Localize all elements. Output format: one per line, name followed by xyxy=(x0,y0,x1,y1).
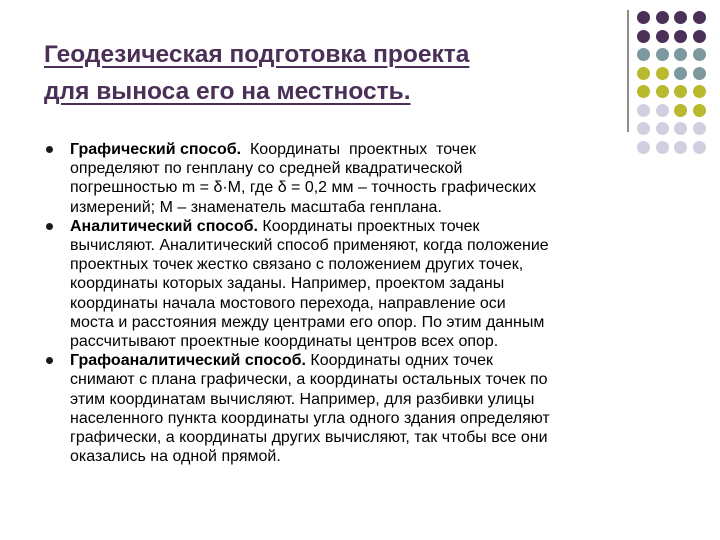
decorative-dot xyxy=(674,30,687,43)
bullet-text xyxy=(70,140,684,217)
bullet-line: координаты начала мостового перехода, направление оси xyxy=(70,294,506,312)
bullet-line: Координаты проектных точек xyxy=(241,141,477,158)
decorative-dot xyxy=(656,11,669,24)
title-line-2: для выноса его на местность. xyxy=(44,78,411,105)
decorative-dot xyxy=(637,104,650,117)
bullet-line: вычисляют. Аналитический способ применяют, когда положение xyxy=(70,237,549,255)
bullet-line: этим координатам вычисляют. Например, для разбивки улицы xyxy=(70,390,535,408)
decorative-dot xyxy=(693,104,706,117)
decorative-dot xyxy=(674,122,687,135)
bullet-text xyxy=(70,351,684,466)
bullet-line: Координаты одних точек xyxy=(305,352,494,370)
decorative-dot xyxy=(656,122,669,135)
decorative-dot xyxy=(693,141,706,154)
decorative-dot xyxy=(693,30,706,43)
decorative-dot xyxy=(656,104,669,117)
bullet-line: оказались на одной прямой. xyxy=(70,448,281,466)
decorative-dot xyxy=(656,30,669,43)
bullet-text xyxy=(70,217,684,351)
bullet-line: погрешностью m = δ·M, где δ = 0,2 мм – точность графических xyxy=(70,179,537,197)
decorative-dot xyxy=(693,11,706,24)
bullet-line: графически, а координаты других вычисляют, так чтобы все они xyxy=(70,429,548,447)
decorative-dot xyxy=(637,11,650,24)
bullet-lead: Аналитический способ. xyxy=(70,217,258,235)
decorative-dot xyxy=(637,122,650,135)
bullet-graphoanalytic-method xyxy=(44,351,684,466)
bullet-line: определяют по генплану со средней квадратической xyxy=(70,160,463,178)
decorative-dot xyxy=(637,67,650,80)
bullet-line: населенного пункта координаты угла одного здания определяют xyxy=(70,409,550,427)
bullet-line: Координаты проектных точек xyxy=(257,217,480,235)
decorative-dot xyxy=(674,11,687,24)
decorative-dot xyxy=(637,48,650,61)
bullet-graphic-method xyxy=(44,140,684,217)
bullet-line: рассчитывают проектные координаты центров всех опор. xyxy=(70,333,499,351)
decorative-dot xyxy=(656,48,669,61)
decorative-dot xyxy=(674,85,687,98)
bullet-icon xyxy=(46,223,53,230)
decorative-dot xyxy=(674,67,687,80)
bullet-line: моста и расстояния между центрами его опор. По этим данным xyxy=(70,313,545,331)
decorative-dot xyxy=(693,85,706,98)
decorative-dot xyxy=(656,67,669,80)
decorative-dot xyxy=(637,85,650,98)
decorative-dot xyxy=(674,104,687,117)
decorative-dot xyxy=(637,30,650,43)
bullet-line: снимают с плана графически, а координаты остальных точек по xyxy=(70,371,548,389)
decorative-dot xyxy=(693,67,706,80)
bullet-lead: Графический способ. xyxy=(70,141,242,158)
decorative-dot xyxy=(674,48,687,61)
bullet-analytic-method xyxy=(44,217,684,351)
decorative-dot xyxy=(656,85,669,98)
bullet-icon xyxy=(46,146,53,153)
decorative-dot xyxy=(693,122,706,135)
bullet-icon xyxy=(46,357,53,364)
bullet-line: координаты которых заданы. Например, проектом заданы xyxy=(70,275,505,293)
bullet-line: измерений; M – знаменатель масштаба генплана. xyxy=(70,198,442,216)
decorative-dot-grid xyxy=(0,0,720,160)
title-line-1: Геодезическая подготовка проекта xyxy=(44,41,470,68)
bullet-list xyxy=(44,140,684,466)
bullet-lead: Графоаналитический способ. xyxy=(70,352,306,370)
decorative-dot xyxy=(693,48,706,61)
bullet-line: проектных точек жестко связано с положением других точек, xyxy=(70,256,524,274)
